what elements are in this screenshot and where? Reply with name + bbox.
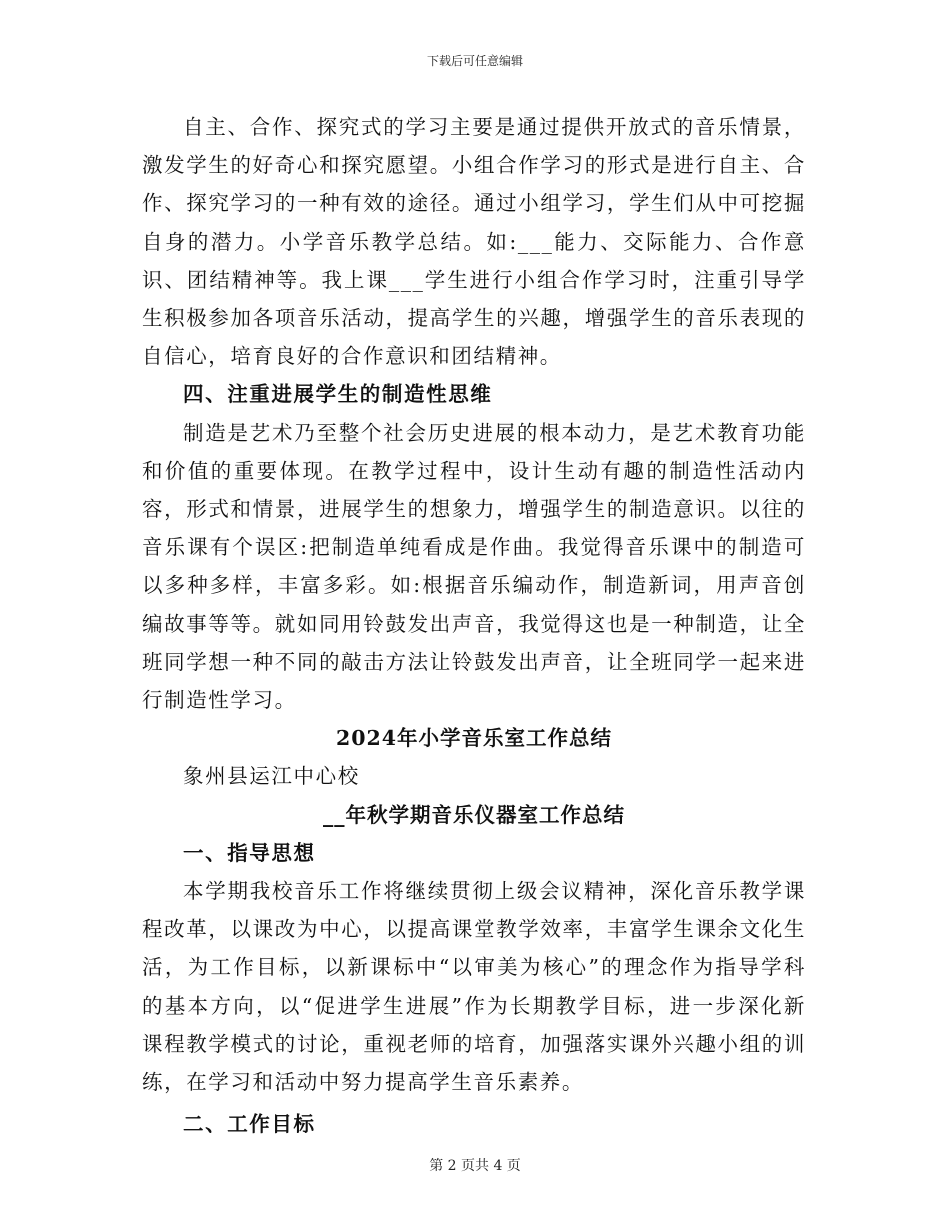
section-heading-2: 二、工作目标 — [183, 1112, 316, 1137]
document-title: 2024年小学音乐室工作总结 — [335, 726, 613, 751]
section-heading-4: 四、注重进展学生的制造性思维 — [183, 382, 493, 407]
section-heading-1: 一、指导思想 — [183, 840, 316, 865]
page-header: 下载后可任意编辑 — [426, 54, 523, 68]
paragraph-guiding-thought: 本学期我校音乐工作将继续贯彻上级会议精神，深化音乐教学课程改革，以课改为中心，以提高课堂教学效率，丰富学生课余文化生活，为工作目标，以新课标中“以审美为核心”的理念作为指导学科的基本方向，以“促进学生进展”作为长期教学目标，进一步深化新课程教学模式的讨论，重视老师的培育，加强落实课外兴趣小组的训练，在学习和活动中努力提高学生音乐素养。 — [142, 879, 806, 1095]
document-body — [142, 108, 806, 1143]
paragraph-cooperative-learning: 自主、合作、探究式的学习主要是通过提供开放式的音乐情景，激发学生的好奇心和探究愿望。小组合作学习的形式是进行自主、合作、探究学习的一种有效的途径。通过小组学习，学生们从中可挖掘自身的潜力。小学音乐教学总结。如:___能力、交际能力、合作意识、团结精神等。我上课___学生进行小组合作学习时，注重引导学生积极参加各项音乐活动，提高学生的兴趣，增强学生的音乐表现的自信心，培育良好的合作意识和团结精神。 — [142, 115, 806, 369]
school-name: 象州县运江中心校 — [183, 764, 360, 789]
document-subtitle: __年秋学期音乐仪器室工作总结 — [323, 802, 625, 827]
paragraph-creativity: 制造是艺术乃至整个社会历史进展的根本动力，是艺术教育功能和价值的重要体现。在教学过程中，设计生动有趣的制造性活动内容，形式和情景，进展学生的想象力，增强学生的制造意识。以往的音乐课有个误区:把制造单纯看成是作曲。我觉得音乐课中的制造可以多种多样，丰富多彩。如:根据音乐编动作，制造新词，用声音创编故事等等。就如同用铃鼓发出声音，我觉得这也是一种制造，让全班同学想一种不同的敲击方法让铃鼓发出声音，让全班同学一起来进行制造性学习。 — [142, 420, 806, 713]
page-footer: 第 2 页共 4 页 — [429, 1158, 521, 1174]
